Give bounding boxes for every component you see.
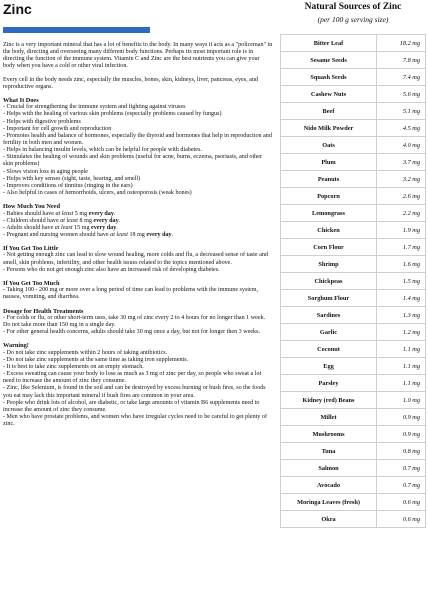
list-item bbox=[3, 218, 273, 225]
table-row bbox=[281, 256, 426, 273]
table-row bbox=[281, 443, 426, 460]
item-text: . bbox=[116, 224, 118, 231]
zinc-amount: 5.1 mg bbox=[377, 103, 426, 120]
table-row bbox=[281, 171, 426, 188]
article bbox=[3, 0, 273, 428]
list-item: - It is best to take zinc supplements on an empty stomach. bbox=[3, 363, 144, 370]
section-heading-warning: Warning! bbox=[3, 342, 29, 350]
table-row bbox=[281, 188, 426, 205]
zinc-amount: 0.9 mg bbox=[377, 426, 426, 443]
item-strong: every day bbox=[146, 232, 172, 239]
food-name: Tuna bbox=[281, 443, 377, 460]
table-row bbox=[281, 222, 426, 239]
food-name: Popcorn bbox=[281, 188, 377, 205]
sources-table bbox=[280, 34, 426, 528]
table-row bbox=[281, 511, 426, 528]
item-text: 8 mg bbox=[78, 217, 94, 224]
food-name: Sardines bbox=[281, 307, 377, 324]
table-row bbox=[281, 494, 426, 511]
table-row bbox=[281, 375, 426, 392]
zinc-amount: 1.1 mg bbox=[377, 341, 426, 358]
how-much-list bbox=[3, 211, 273, 240]
table-row bbox=[281, 154, 426, 171]
section-heading-dosage: Dosage for Health Treatments bbox=[3, 307, 84, 315]
food-name: Cashew Nuts bbox=[281, 86, 377, 103]
zinc-amount: 4.0 mg bbox=[377, 137, 426, 154]
list-item bbox=[3, 211, 273, 218]
zinc-amount: 0.8 mg bbox=[377, 443, 426, 460]
food-name: Corn Flour bbox=[281, 239, 377, 256]
table-row bbox=[281, 120, 426, 137]
section-heading-too-much: If You Get Too Much bbox=[3, 279, 60, 287]
table-row bbox=[281, 52, 426, 69]
food-name: Lemongrass bbox=[281, 205, 377, 222]
item-emphasis: at least bbox=[55, 210, 74, 217]
intro-paragraph: Zinc is a very important mineral that has a lot of benefits to the body. In many ways it acts as a "policeman" in the body, directing and overseeing many different body functions. Perhaps its most important role is in directing the function of the immune system. Vitamin C and Zinc are the best nutrients you can give your body when you have a cold or other viral infection. bbox=[3, 42, 273, 70]
food-name: Okra bbox=[281, 511, 377, 528]
list-item: - Excess sweating can cause your body to lose as much as 3 mg of zinc per day, so people who sweat a lot need to increase the amount of zinc they consume. bbox=[3, 371, 262, 385]
zinc-amount: 4.5 mg bbox=[377, 120, 426, 137]
food-name: Mushrooms bbox=[281, 426, 377, 443]
zinc-amount: 1.5 mg bbox=[377, 273, 426, 290]
table-row bbox=[281, 239, 426, 256]
zinc-amount: 0.6 mg bbox=[377, 511, 426, 528]
section-heading-too-little: If You Get Too Little bbox=[3, 245, 59, 253]
zinc-amount: 0.7 mg bbox=[377, 460, 426, 477]
section-heading-what-it-does: What It Does bbox=[3, 96, 39, 104]
zinc-amount: 0.9 mg bbox=[377, 409, 426, 426]
food-name: Salmon bbox=[281, 460, 377, 477]
food-name: Chickpeas bbox=[281, 273, 377, 290]
table-row bbox=[281, 409, 426, 426]
section-heading-how-much: How Much You Need bbox=[3, 203, 60, 211]
list-item: - Do not take zinc supplements at the same time as taking iron supplements. bbox=[3, 356, 189, 363]
item-text: . bbox=[113, 210, 116, 217]
item-emphasis: at least bbox=[110, 232, 128, 239]
sources-subtitle: (per 100 g serving size) bbox=[317, 15, 389, 24]
table-row bbox=[281, 273, 426, 290]
list-item: - Helps with key senses (sight, taste, hearing, and smell) bbox=[3, 175, 141, 182]
zinc-amount: 18.2 mg bbox=[377, 35, 426, 52]
zinc-amount: 0.6 mg bbox=[377, 494, 426, 511]
zinc-amount: 0.7 mg bbox=[377, 477, 426, 494]
list-item: - Stimulates the healing of wounds and skin problems (useful for acne, burns, eczema, psoriasis, and other skin problems) bbox=[3, 154, 262, 168]
sources-title: Natural Sources of Zinc bbox=[304, 2, 402, 12]
table-row bbox=[281, 477, 426, 494]
food-name: Shrimp bbox=[281, 256, 377, 273]
table-row bbox=[281, 392, 426, 409]
list-item bbox=[3, 225, 273, 232]
list-item bbox=[3, 232, 273, 239]
table-row bbox=[281, 341, 426, 358]
list-item: - Crucial for strengthening the immune system and fighting against viruses bbox=[3, 104, 186, 111]
list-item: - Promotes health and balance of hormones, especially the thyroid and hormones that help in reproduction and fertility in both men and women. bbox=[3, 132, 272, 147]
food-name: Bitter Leaf bbox=[281, 35, 377, 52]
list-item: - Do not take zinc supplements within 2 hours of taking antibiotics. bbox=[3, 349, 168, 356]
zinc-amount: 1.3 mg bbox=[377, 307, 426, 324]
list-item: - For other general health concerns, adults should take 30 mg once a day, but not for longer then 3 weeks. bbox=[3, 329, 260, 336]
what-it-does-list bbox=[3, 104, 273, 197]
food-name: Sesame Seeds bbox=[281, 52, 377, 69]
item-text: - Pregnant and nursing women should have bbox=[3, 232, 111, 239]
item-text: 5 mg bbox=[73, 210, 89, 217]
item-emphasis: at least bbox=[60, 217, 78, 224]
list-item: - Not getting enough zinc can lead to slow wound healing, more colds and flu, a decreased sense of taste and smell, skin problems, infertility, and other health issues related to the topics mentioned above. bbox=[3, 252, 268, 266]
item-strong: every day bbox=[91, 224, 117, 231]
zinc-amount: 1.9 mg bbox=[377, 222, 426, 239]
food-name: Coconut bbox=[281, 341, 377, 358]
list-item: - For colds or flu, or other short-term uses, take 30 mg of zinc every 2 to 4 hours for no longer than 1 week. Do not take more than 150 mg in a single day. bbox=[3, 314, 266, 329]
item-text: 15 mg bbox=[72, 224, 92, 231]
table-row bbox=[281, 86, 426, 103]
zinc-amount: 1.7 mg bbox=[377, 239, 426, 256]
food-name: Sorghum Flour bbox=[281, 290, 377, 307]
list-item: - Helps with digestive problems bbox=[3, 118, 81, 125]
food-name: Beef bbox=[281, 103, 377, 120]
item-strong: every day bbox=[93, 217, 119, 224]
table-row bbox=[281, 307, 426, 324]
food-name: Millet bbox=[281, 409, 377, 426]
zinc-amount: 1.2 mg bbox=[377, 324, 426, 341]
food-name: Plum bbox=[281, 154, 377, 171]
food-name: Moringa Leaves (fresh) bbox=[281, 494, 377, 511]
item-text: 18 mg bbox=[127, 232, 147, 239]
item-strong: every day bbox=[88, 210, 114, 217]
food-name: Kidney (red) Beans bbox=[281, 392, 377, 409]
table-row bbox=[281, 358, 426, 375]
zinc-amount: 7.8 mg bbox=[377, 52, 426, 69]
table-row bbox=[281, 35, 426, 52]
zinc-amount: 1.6 mg bbox=[377, 256, 426, 273]
list-item: - Important for cell growth and reproduction bbox=[3, 125, 112, 132]
intro-paragraph: Every cell in the body needs zinc, especially the muscles, bones, skin, kidneys, liver, pancreas, eyes, and reproductive organs. bbox=[3, 76, 258, 90]
table-row bbox=[281, 324, 426, 341]
food-name: Garlic bbox=[281, 324, 377, 341]
food-name: Avocado bbox=[281, 477, 377, 494]
zinc-amount: 1.0 mg bbox=[377, 392, 426, 409]
food-name: Nido Milk Powder bbox=[281, 120, 377, 137]
list-item: - Also helpful in cases of hemorrhoids, ulcers, and osteoporosis (weak bones) bbox=[3, 190, 192, 197]
item-text: - Adults should have bbox=[3, 224, 55, 231]
item-text: . bbox=[171, 232, 174, 239]
list-item: - Helps with the healing of various skin problems (especially problems caused by fungus) bbox=[3, 111, 222, 118]
food-name: Parsley bbox=[281, 375, 377, 392]
item-emphasis: at least bbox=[54, 224, 73, 231]
page-title: Zinc bbox=[3, 1, 32, 17]
zinc-sources-panel bbox=[280, 0, 426, 528]
zinc-amount: 7.4 mg bbox=[377, 69, 426, 86]
list-item: - People who drink lots of alcohol, are diabetic, or take large amounts of vitamin B6 supplements need to increase the amount of zinc they consume. bbox=[3, 399, 260, 413]
zinc-amount: 1.4 mg bbox=[377, 290, 426, 307]
table-row bbox=[281, 205, 426, 222]
table-row bbox=[281, 103, 426, 120]
table-row bbox=[281, 290, 426, 307]
zinc-amount: 3.2 mg bbox=[377, 171, 426, 188]
food-name: Squash Seeds bbox=[281, 69, 377, 86]
zinc-amount: 2.6 mg bbox=[377, 188, 426, 205]
list-item: - Zinc, like Selenium, is found in the soil and can be destroyed by excess burning or bush fires, so the foods you eat may lack this important mineral if bush fires are common in your area. bbox=[3, 385, 266, 399]
item-text: - Children should have bbox=[3, 217, 61, 224]
zinc-amount: 1.1 mg bbox=[377, 375, 426, 392]
table-row bbox=[281, 137, 426, 154]
food-name: Peanuts bbox=[281, 171, 377, 188]
zinc-amount: 1.1 mg bbox=[377, 358, 426, 375]
list-item: - Helps in balancing insulin levels, which can be helpful for people with diabetes. bbox=[3, 147, 202, 154]
food-name: Egg bbox=[281, 358, 377, 375]
list-item: - Men who have prostate problems, and women who have irregular cycles need to be careful to get plenty of zinc. bbox=[3, 414, 267, 428]
item-text: . bbox=[118, 217, 121, 224]
table-row bbox=[281, 460, 426, 477]
list-item: - Improves conditions of tinnitus (ringing in the ears) bbox=[3, 182, 133, 189]
item-text: - Babies should have bbox=[3, 210, 56, 217]
list-item: - Taking 100 - 200 mg or more over a long period of time can lead to problems with the immune system, nausea, vomiting, and diarrhea. bbox=[3, 287, 259, 301]
zinc-amount: 5.6 mg bbox=[377, 86, 426, 103]
zinc-amount: 3.7 mg bbox=[377, 154, 426, 171]
food-name: Chicken bbox=[281, 222, 377, 239]
table-row bbox=[281, 426, 426, 443]
food-name: Oats bbox=[281, 137, 377, 154]
list-item: - Persons who do not get enough zinc also have an increased risk of developing diabetes. bbox=[3, 266, 220, 273]
title-accent-bar bbox=[3, 27, 150, 33]
table-row bbox=[281, 69, 426, 86]
list-item: - Slows vision loss in aging people bbox=[3, 168, 88, 175]
zinc-amount: 2.2 mg bbox=[377, 205, 426, 222]
